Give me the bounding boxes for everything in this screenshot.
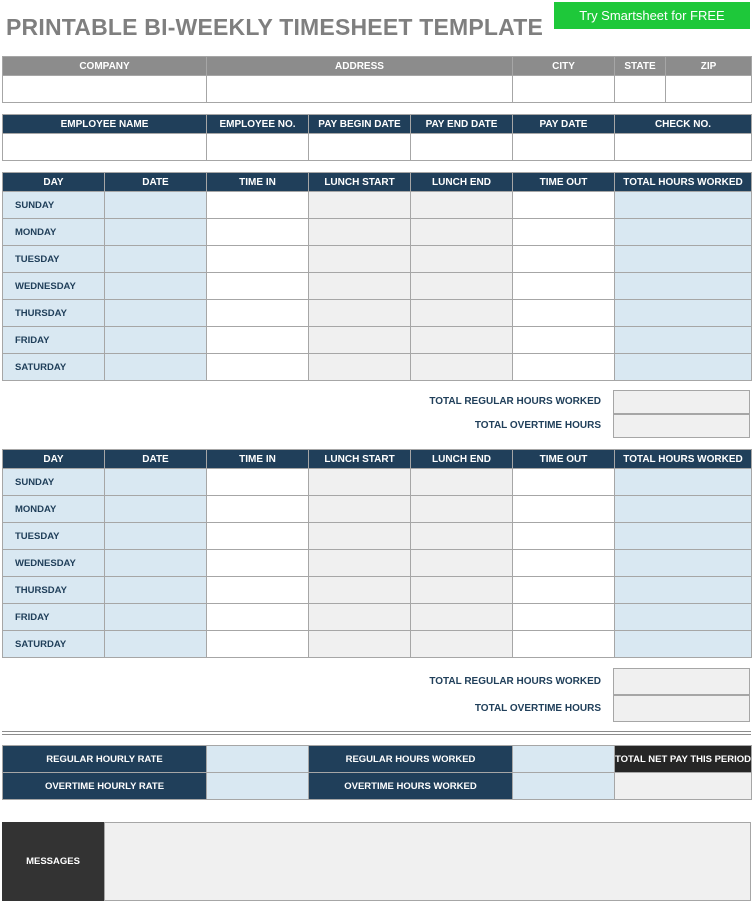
time-out-cell[interactable] xyxy=(513,219,615,246)
week1-lunch-start-header: LUNCH START xyxy=(309,173,411,192)
pay-summary-table xyxy=(2,745,752,800)
time-in-cell[interactable] xyxy=(207,523,309,550)
week1-time-out-header: TIME OUT xyxy=(513,173,615,192)
day-label: MONDAY xyxy=(3,496,105,523)
total-hours-cell[interactable] xyxy=(615,550,752,577)
time-in-cell[interactable] xyxy=(207,550,309,577)
table-row xyxy=(3,550,752,577)
page-title: PRINTABLE BI-WEEKLY TIMESHEET TEMPLATE xyxy=(6,14,544,40)
total-hours-cell[interactable] xyxy=(615,327,752,354)
total-hours-cell[interactable] xyxy=(615,496,752,523)
total-hours-cell[interactable] xyxy=(615,192,752,219)
total-hours-cell[interactable] xyxy=(615,354,752,381)
time-in-cell[interactable] xyxy=(207,327,309,354)
day-label: THURSDAY xyxy=(3,577,105,604)
time-in-cell[interactable] xyxy=(207,496,309,523)
week2-total-regular-label: TOTAL REGULAR HOURS WORKED xyxy=(429,676,601,687)
date-cell[interactable] xyxy=(105,523,207,550)
check-no-field[interactable] xyxy=(615,134,752,161)
week2-lunch-start-header: LUNCH START xyxy=(309,450,411,469)
pay-end-date-field[interactable] xyxy=(411,134,513,161)
lunch-start-cell[interactable] xyxy=(309,631,411,658)
week1-total-hours-worked-header: TOTAL HOURS WORKED xyxy=(615,173,752,192)
week1-total-regular-label: TOTAL REGULAR HOURS WORKED xyxy=(429,396,601,407)
date-cell[interactable] xyxy=(105,577,207,604)
table-row xyxy=(3,631,752,658)
date-cell[interactable] xyxy=(105,631,207,658)
lunch-start-cell[interactable] xyxy=(309,577,411,604)
day-label: MONDAY xyxy=(3,219,105,246)
lunch-start-cell[interactable] xyxy=(309,523,411,550)
messages-label: MESSAGES xyxy=(2,822,104,901)
date-cell[interactable] xyxy=(105,496,207,523)
lunch-end-cell[interactable] xyxy=(411,354,513,381)
date-cell[interactable] xyxy=(105,604,207,631)
time-in-cell[interactable] xyxy=(207,219,309,246)
overtime-hours-worked-field[interactable] xyxy=(513,773,615,800)
table-row xyxy=(3,219,752,246)
week2-date-header: DATE xyxy=(105,450,207,469)
employee-name-field[interactable] xyxy=(3,134,207,161)
time-in-cell[interactable] xyxy=(207,246,309,273)
day-label: SUNDAY xyxy=(3,192,105,219)
lunch-start-cell[interactable] xyxy=(309,192,411,219)
table-row xyxy=(3,300,752,327)
employee-no-field[interactable] xyxy=(207,134,309,161)
address-field[interactable] xyxy=(207,76,513,103)
week2-lunch-end-header: LUNCH END xyxy=(411,450,513,469)
table-row xyxy=(3,604,752,631)
overtime-hourly-rate-label: OVERTIME HOURLY RATE xyxy=(3,773,207,800)
regular-hours-worked-label: REGULAR HOURS WORKED xyxy=(309,746,513,773)
date-cell[interactable] xyxy=(105,327,207,354)
lunch-start-cell[interactable] xyxy=(309,300,411,327)
company-header: COMPANY xyxy=(3,57,207,76)
try-smartsheet-button[interactable]: Try Smartsheet for FREE xyxy=(554,2,750,29)
lunch-end-cell[interactable] xyxy=(411,550,513,577)
day-label: SATURDAY xyxy=(3,354,105,381)
time-in-cell[interactable] xyxy=(207,631,309,658)
lunch-start-cell[interactable] xyxy=(309,273,411,300)
day-label: WEDNESDAY xyxy=(3,550,105,577)
lunch-end-cell[interactable] xyxy=(411,300,513,327)
lunch-end-cell[interactable] xyxy=(411,496,513,523)
date-cell[interactable] xyxy=(105,273,207,300)
lunch-end-cell[interactable] xyxy=(411,192,513,219)
company-table xyxy=(2,56,752,103)
time-out-cell[interactable] xyxy=(513,604,615,631)
total-net-pay-field[interactable] xyxy=(615,773,752,800)
week1-date-header: DATE xyxy=(105,173,207,192)
time-out-cell[interactable] xyxy=(513,246,615,273)
total-hours-cell[interactable] xyxy=(615,577,752,604)
lunch-end-cell[interactable] xyxy=(411,631,513,658)
total-net-pay-label: TOTAL NET PAY THIS PERIOD xyxy=(615,746,752,773)
zip-field[interactable] xyxy=(666,76,752,103)
day-label: TUESDAY xyxy=(3,246,105,273)
divider-line xyxy=(2,731,751,732)
time-out-cell[interactable] xyxy=(513,273,615,300)
lunch-start-cell[interactable] xyxy=(309,496,411,523)
employee-table xyxy=(2,114,752,161)
week2-time-in-header: TIME IN xyxy=(207,450,309,469)
pay-date-header: PAY DATE xyxy=(513,115,615,134)
time-in-cell[interactable] xyxy=(207,469,309,496)
pay-date-field[interactable] xyxy=(513,134,615,161)
lunch-end-cell[interactable] xyxy=(411,577,513,604)
total-hours-cell[interactable] xyxy=(615,469,752,496)
table-row xyxy=(3,496,752,523)
table-row xyxy=(3,246,752,273)
date-cell[interactable] xyxy=(105,469,207,496)
table-row xyxy=(3,192,752,219)
state-field[interactable] xyxy=(615,76,666,103)
week2-day-header: DAY xyxy=(3,450,105,469)
address-header: ADDRESS xyxy=(207,57,513,76)
time-in-cell[interactable] xyxy=(207,300,309,327)
employee-no-header: EMPLOYEE NO. xyxy=(207,115,309,134)
time-in-cell[interactable] xyxy=(207,273,309,300)
time-out-cell[interactable] xyxy=(513,550,615,577)
lunch-start-cell[interactable] xyxy=(309,327,411,354)
week2-total-hours-worked-header: TOTAL HOURS WORKED xyxy=(615,450,752,469)
total-hours-cell[interactable] xyxy=(615,273,752,300)
lunch-end-cell[interactable] xyxy=(411,327,513,354)
check-no-header: CHECK NO. xyxy=(615,115,752,134)
lunch-end-cell[interactable] xyxy=(411,469,513,496)
week1-total-regular-field[interactable] xyxy=(613,390,750,414)
zip-header: ZIP xyxy=(666,57,752,76)
date-cell[interactable] xyxy=(105,354,207,381)
time-out-cell[interactable] xyxy=(513,496,615,523)
messages-field[interactable] xyxy=(104,822,751,901)
table-row xyxy=(3,354,752,381)
pay-begin-date-field[interactable] xyxy=(309,134,411,161)
week1-total-overtime-label: TOTAL OVERTIME HOURS xyxy=(474,420,601,431)
table-row xyxy=(3,469,752,496)
lunch-end-cell[interactable] xyxy=(411,273,513,300)
time-out-cell[interactable] xyxy=(513,523,615,550)
regular-hours-worked-field[interactable] xyxy=(513,746,615,773)
total-hours-cell[interactable] xyxy=(615,246,752,273)
regular-hourly-rate-label: REGULAR HOURLY RATE xyxy=(3,746,207,773)
total-hours-cell[interactable] xyxy=(615,604,752,631)
date-cell[interactable] xyxy=(105,550,207,577)
lunch-end-cell[interactable] xyxy=(411,604,513,631)
time-in-cell[interactable] xyxy=(207,577,309,604)
time-out-cell[interactable] xyxy=(513,300,615,327)
date-cell[interactable] xyxy=(105,246,207,273)
week2-timesheet-table xyxy=(2,449,752,658)
employee-name-header: EMPLOYEE NAME xyxy=(3,115,207,134)
table-row xyxy=(3,327,752,354)
time-out-cell[interactable] xyxy=(513,577,615,604)
lunch-start-cell[interactable] xyxy=(309,219,411,246)
divider-line xyxy=(2,734,751,735)
date-cell[interactable] xyxy=(105,219,207,246)
pay-begin-date-header: PAY BEGIN DATE xyxy=(309,115,411,134)
lunch-start-cell[interactable] xyxy=(309,246,411,273)
week2-time-out-header: TIME OUT xyxy=(513,450,615,469)
table-row xyxy=(3,523,752,550)
time-in-cell[interactable] xyxy=(207,192,309,219)
total-hours-cell[interactable] xyxy=(615,300,752,327)
state-header: STATE xyxy=(615,57,666,76)
lunch-start-cell[interactable] xyxy=(309,604,411,631)
time-out-cell[interactable] xyxy=(513,631,615,658)
total-hours-cell[interactable] xyxy=(615,523,752,550)
day-label: FRIDAY xyxy=(3,327,105,354)
day-label: SUNDAY xyxy=(3,469,105,496)
time-in-cell[interactable] xyxy=(207,604,309,631)
pay-end-date-header: PAY END DATE xyxy=(411,115,513,134)
time-in-cell[interactable] xyxy=(207,354,309,381)
lunch-end-cell[interactable] xyxy=(411,523,513,550)
week1-total-overtime-field[interactable] xyxy=(613,414,750,438)
week2-total-overtime-label: TOTAL OVERTIME HOURS xyxy=(474,703,601,714)
lunch-start-cell[interactable] xyxy=(309,469,411,496)
time-out-cell[interactable] xyxy=(513,192,615,219)
day-label: FRIDAY xyxy=(3,604,105,631)
time-out-cell[interactable] xyxy=(513,327,615,354)
date-cell[interactable] xyxy=(105,192,207,219)
day-label: SATURDAY xyxy=(3,631,105,658)
time-out-cell[interactable] xyxy=(513,469,615,496)
total-hours-cell[interactable] xyxy=(615,631,752,658)
overtime-hours-worked-label: OVERTIME HOURS WORKED xyxy=(309,773,513,800)
week1-lunch-end-header: LUNCH END xyxy=(411,173,513,192)
lunch-end-cell[interactable] xyxy=(411,246,513,273)
total-hours-cell[interactable] xyxy=(615,219,752,246)
date-cell[interactable] xyxy=(105,300,207,327)
regular-hourly-rate-field[interactable] xyxy=(207,746,309,773)
day-label: WEDNESDAY xyxy=(3,273,105,300)
company-field[interactable] xyxy=(3,76,207,103)
table-row xyxy=(3,577,752,604)
week1-day-header: DAY xyxy=(3,173,105,192)
city-field[interactable] xyxy=(513,76,615,103)
week1-time-in-header: TIME IN xyxy=(207,173,309,192)
city-header: CITY xyxy=(513,57,615,76)
day-label: TUESDAY xyxy=(3,523,105,550)
week2-total-overtime-field[interactable] xyxy=(613,695,750,722)
lunch-start-cell[interactable] xyxy=(309,354,411,381)
lunch-start-cell[interactable] xyxy=(309,550,411,577)
overtime-hourly-rate-field[interactable] xyxy=(207,773,309,800)
lunch-end-cell[interactable] xyxy=(411,219,513,246)
week1-timesheet-table xyxy=(2,172,752,381)
week2-total-regular-field[interactable] xyxy=(613,668,750,695)
day-label: THURSDAY xyxy=(3,300,105,327)
table-row xyxy=(3,273,752,300)
time-out-cell[interactable] xyxy=(513,354,615,381)
